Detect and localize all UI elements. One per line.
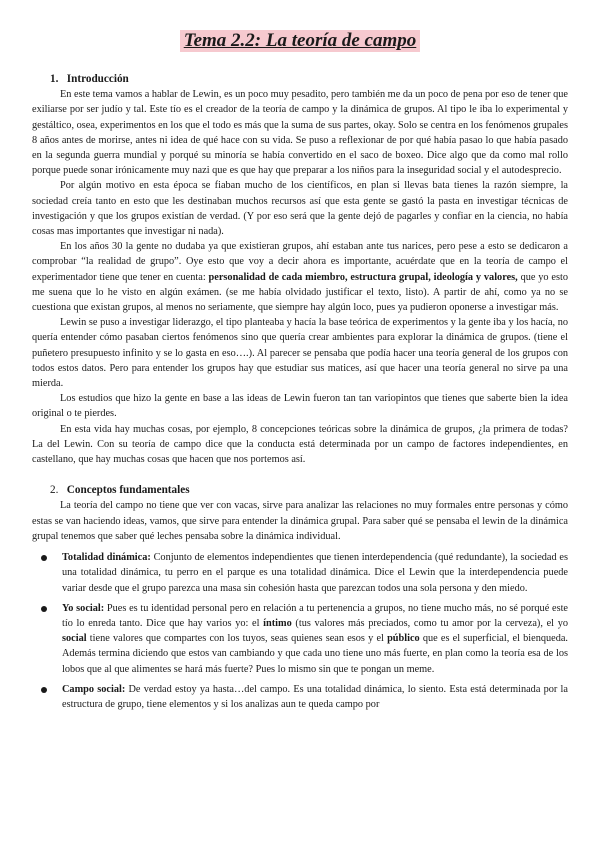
paragraph-text: Lewin se puso a investigar liderazgo, el tipo planteaba y hacía la base teórica de experimentos y la gente iba y los hacía, no quería entender cómo pasaban ciertos fenómenos sino que quería crear ambientes para explorar la dinámica de grupos. (tiene el puñetero presupuesto infinito y se lo gasta en eso….). Al parecer se pensaba que podía hacer una teoría general de los grupos con todos estos datos. Pero para entender los grupos hay que estudiar sus matices, así que hacer una teoría general no sirve pa una mierda. [32,317,568,390]
bullet-icon [41,687,47,693]
bold-text: íntimo [263,617,292,629]
paragraph-text: Por algún motivo en esta época se fiaban mucho de los científicos, en plan si llevas bata tienes la razón siempre, la sociedad creía tanto en esto que les destinaban muchos recursos así que esta gente se gastó la pasta en investigar técnicas de investigación y que los grupos existían de verdad. (Y por eso será que la gente dejó de pagarles y confiar en la ciencia, no había cosas mas importantes que investigar ni nada). [32,180,568,238]
paragraph [32,87,568,178]
paragraph-text: que yo esto me suena que lo he visto en algún exámen. (se me había olvidado justificar el texto, listo). A partir de ahí, como ya no se cuestiona que existan grupos, al menos no seriamente, que siempre hay algún loco, pues ya pudieron oponerse a investigar más. [32,271,568,314]
bullet-term: Campo social: [62,683,126,695]
paragraph [32,239,568,315]
section-title: Introducción [66,73,129,85]
title-wrap [32,30,568,52]
section-gap [32,467,568,483]
bullet-term: Yo social: [62,602,105,614]
concept-list [32,550,568,712]
section-heading-conceptos [32,483,568,498]
bullet-text: Pues es tu identidad personal pero en relación a tu pertenencia a grupos, no tiene mucho más, no sé porqué este tío lo enreda tanto. Dice que hay varios yo: el [62,602,569,629]
bold-text: personalidad de cada miembro, estructura grupal, ideología y valores, [208,271,518,283]
page-title: Tema 2.2: La teoría de campo [180,30,421,52]
bold-text: social [62,633,87,645]
paragraph-text: En este tema vamos a hablar de Lewin, es un poco muy pesadito, pero también me da un poco de pena por eso de tener que exiliarse por ser judío y tal. Este tío es el creador de la teoría de campo y la dinámica de grupos. Al tipo le iba lo experimental y gestáltico, osea, experimentos en los que el todo es más que la suma de sus partes, okay. Solo se centra en los fenómenos grupales 8 años antes de morirse, antes ni idea de qué hace con su vida. Se puso a reflexionar de por qué había pasao lo que había pasado en la segunda guerra mundial y porqué su minoría se había convertido en el saco de boxeo. Dice algo que da como mal rollo porque puede sonar irónicamente muy nazi que es que hay que preparar a los niños para la inseguridad social y el autodesprecio. [32,89,568,177]
bullet-text: De verdad estoy ya hasta…del campo. Es una totalidad dinámica, lo siento. Esta está determinada por la estructura de grupo, tiene elementos y si los analizas aun te queda campo por [62,683,568,710]
bullet-text: tiene valores que compartes con los tuyos, seas quienes sean esos y el [86,633,388,645]
bullet-text: (tus valores más preciados, como tu amor por la cerveza), el yo [291,617,568,629]
paragraph [32,498,568,544]
bullet-icon [41,555,47,561]
section-number: 1. [50,73,59,85]
section-heading-introduccion [32,72,568,87]
section-number: 2. [50,484,59,497]
paragraph [32,178,568,239]
paragraph [32,391,568,421]
bullet-term: Totalidad dinámica: [62,552,151,564]
paragraph-text: La teoría del campo no tiene que ver con vacas, sirve para analizar las relaciones no muy formales entre personas y cómo estas se van haciendo ideas, vamos, que sirve para entender la dinámica grupal. Para saber qué se pensaba el lewin de la dinámica grupal tenemos que saber qué leches pensaba sobre la dinámica individual. [32,500,568,542]
list-item [32,550,568,596]
paragraph-text: En esta vida hay muchas cosas, por ejemplo, 8 concepciones teóricas sobre la dinámica de grupos, ¿la primera de todas? La del Lewin. Con su teoría de campo dice que la conducta está determinada por un campo de factores independientes, en castellano, que hay muchas cosas que hacen que nos portemos así. [32,423,568,466]
bullet-text: que es el superficial, el bienqueda. Además termina diciendo que estos van cambiando y que cada uno tiene uno más fuerte, en plan como la teoría esa de los lobos que al que alimentes se hará más fuerte? Pues lo mismo sin que te pongan un meme. [62,633,568,675]
paragraph [32,422,568,468]
list-item [32,601,568,677]
paragraph-text: Los estudios que hizo la gente en base a las ideas de Lewin fueron tan tan variopintos que tienes que saberte bien la idea original o te pierdes. [32,393,568,420]
bullet-text: Conjunto de elementos independientes que tienen interdependencia (qué redundante), la sociedad es una totalidad dinámica, tu perro en el parque es una totalidad dinámica. Dice el Lewin que la interdependencia puede variar desde que el grupo parezca una masa sin cohesión hasta que parezcan todos una sola persona y den miedo. [62,552,568,594]
paragraph-text: En los años 30 la gente no dudaba ya que existieran grupos, ahí estaban ante tus narices, pero pese a esto se dedicaron a comprobar “la realidad de grupo”. Oye esto que voy a decir ahora es importante, acuérdate que en la teoría de campo el experimentador tiene que tener en cuenta: [32,241,568,283]
bullet-icon [41,606,47,612]
section-title: Conceptos fundamentales [66,484,190,497]
bold-text: público [387,633,420,645]
paragraph [32,315,568,391]
list-item [32,682,568,712]
